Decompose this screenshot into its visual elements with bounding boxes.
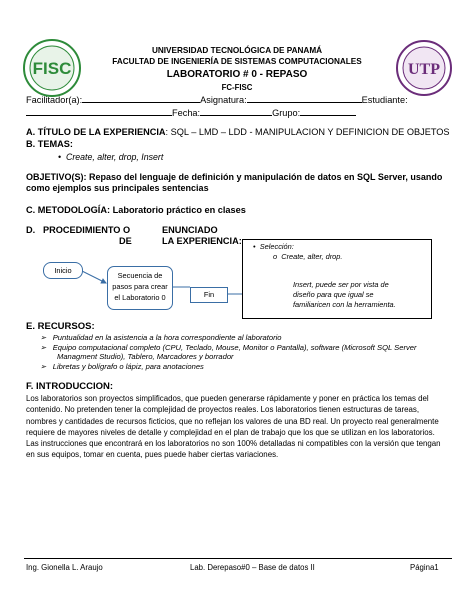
recurso-text-2: Equipo computacional completo (CPU, Teclado, Mouse, Monitor o Pantalla), software (Microsoft SQL Server [52,343,417,352]
recurso-text-1: Puntualidad en la asistencia a la hora correspondiente al laboratorio [52,333,282,342]
section-e-label: E. [26,321,35,332]
fisc-logo-text: FISC [32,59,72,78]
introduccion-paragraph [26,393,452,461]
sub-bullet-text: Create, alter, drop. [281,252,343,261]
section-d-col2-line1: ENUNCIADO [162,225,218,235]
recurso-text-2b: Managment Studio), Tablero, Marcadores y borrador [57,352,234,361]
section-c-label: C. [26,205,36,215]
note-line-2: diseño para que igual se [293,290,374,299]
seleccion-item [253,242,294,251]
section-d-col1-line2: DE [119,236,132,246]
intro-line-6: en sus equipos, tomar en cuenta, pues puede haber ciertas variaciones. [26,450,279,460]
enunciado-box [242,239,432,319]
section-e-title: RECURSOS: [37,321,95,332]
note-line-3: familiaricen con la herramienta. [293,300,396,309]
utp-logo-text: UTP [408,61,440,78]
enunciado-note [293,280,396,310]
section-d-col1-line1: PROCEDIMIENTO O [43,225,131,235]
lab-title: LABORATORIO # 0 - REPASO [166,69,308,80]
fecha-label: Fecha: [172,108,201,118]
intro-line-5: Las instrucciones que encontrará en los laboratorios no son 100% detalladas ni compatibles con la versión que tengan [26,439,441,449]
arrow-bullet-icon: ➢ [40,362,47,371]
recurso-item-3 [40,362,204,371]
inicio-node: Inicio [43,262,83,279]
section-f-label: F. [26,381,34,392]
intro-line-4: requiere de mayores niveles de detalle y complejidad en el plan de trabajo que los que se utilizan en los laboratorios. [26,427,435,437]
footer-page: Página1 [410,563,439,572]
section-a-label: A. [26,127,36,137]
section-a-text: : SQL – LMD – LDD - MANIPULACION Y DEFINICION DE OBJETOS [165,127,450,137]
footer-rule [24,558,452,559]
intro-line-3: nombres y cantidades de recursos ficticios, que no reflejan los valores de una BD real. Un proyecto real generalmente [26,416,439,426]
section-b-label: B. [26,139,36,149]
sub-bullet-item [273,252,342,261]
section-c-text: METODOLOGÍA: Laboratorio práctico en clases [37,205,246,215]
arrow-bullet-icon: ➢ [40,343,47,352]
secuencia-line-3: el Laboratorio 0 [114,293,166,302]
circle-bullet-icon: o [273,252,278,261]
secuencia-line-1: Secuencia de [117,271,163,280]
intro-line-2: contenido. No pretenden tener la complejidad de proyectos reales. Los laboratorios tienen estructuras de tareas, [26,405,420,415]
estudiante-label: Estudiante: [361,95,408,105]
arrow-bullet-icon: ➢ [40,333,47,342]
seleccion-label: Selección: [259,242,294,251]
note-line-1: Insert, puede ser por vista de [293,280,389,289]
footer-author: Ing. Gionella L. Araujo [26,563,103,572]
facilitador-label: Facilitador(a): [26,95,83,105]
objetivo-line-2: como ejemplos sus principales sentencias [26,183,209,193]
recurso-text-3: Libretas y bolígrafo o lápiz, para anotaciones [52,362,204,371]
bullet-dot-icon: • [253,242,256,251]
secuencia-node [107,266,173,310]
objetivo-line-1: OBJETIVO(S): Repaso del lenguaje de definición y manipulación de datos en SQL Server, usando [26,172,443,182]
university-name: UNIVERSIDAD TECNOLÓGICA DE PANAMÁ [151,46,323,55]
section-f [26,381,113,392]
lab-code: FC-FISC [221,83,253,92]
section-b-title: TEMAS: [37,139,73,149]
section-b-bullet-text: Create, alter, drop, Insert [65,152,164,162]
section-f-title: INTRODUCCION: [36,381,114,392]
section-e [26,321,95,332]
arrow-inicio-to-secuencia [82,271,106,283]
secuencia-line-2: pasos para crear [112,282,168,291]
fin-node: Fin [190,287,228,303]
footer-doc: Lab. Derepaso#0 – Base de datos II [190,563,315,572]
recurso-item-1 [40,333,282,342]
asignatura-label: Asignatura: [200,95,247,105]
faculty-name: FACULTAD DE INGENIERÍA DE SISTEMAS COMPUTACIONALES [112,57,362,66]
section-d-col2-line2: LA EXPERIENCIA: [162,236,242,246]
section-d-label: D. [26,225,36,235]
intro-line-1: Los laboratorios son proyectos simplificados, que pueden generarse rápidamente y poner en práctica los temas del [26,394,429,403]
grupo-label: Grupo: [272,108,301,118]
recurso-item-2 [40,343,417,352]
section-a-title: TÍTULO DE LA EXPERIENCIA [37,127,166,137]
bullet-dot-icon: • [58,152,62,162]
